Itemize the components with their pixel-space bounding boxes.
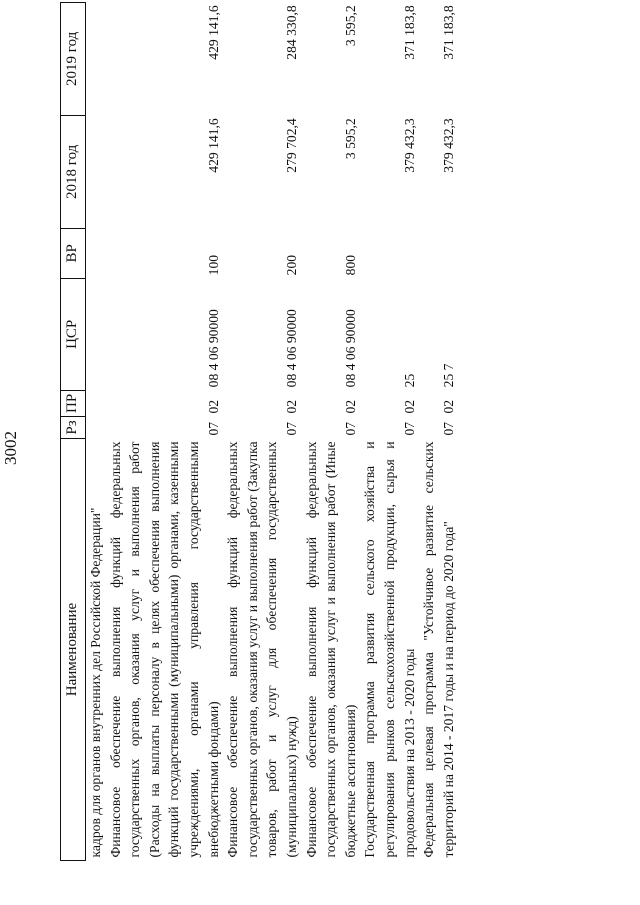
table-row	[106, 2, 224, 860]
header-name: Наименование	[61, 439, 86, 861]
row-2018: 429 141,6	[205, 118, 221, 173]
row-2019: 3 595,2	[342, 5, 358, 47]
row-name: Финансовое обеспечение выполнения функций федеральных государственных органов, оказания услуг и выполнения работ (Закупка товаров, работ и услуг для обеспечения государственных (муниципальных) нужд)	[225, 441, 299, 858]
row-pr: 02	[342, 399, 358, 414]
row-csr: 25 7	[440, 363, 456, 388]
row-vr	[86, 228, 106, 278]
row-2018	[86, 115, 106, 228]
row-2019: 429 141,6	[205, 5, 221, 60]
header-csr: ЦСР	[61, 278, 86, 390]
header-2018: 2018 год	[61, 115, 86, 228]
table-row	[360, 2, 419, 860]
row-2019: 371 183,8	[440, 5, 456, 60]
row-2019	[86, 2, 106, 115]
table-row	[302, 2, 361, 860]
row-vr: 200	[283, 254, 299, 276]
row-2019: 284 330,8	[283, 5, 299, 60]
row-2018: 379 432,3	[401, 118, 417, 173]
row-name: кадров для органов внутренних дел Российской Федерации"	[88, 507, 103, 858]
page-number: 3002	[1, 431, 20, 465]
budget-table	[60, 2, 458, 861]
row-pr: 02	[283, 399, 299, 414]
header-pr: ПР	[61, 390, 86, 416]
header-rz: Рз	[61, 417, 86, 439]
row-name: Финансовое обеспечение выполнения функций федеральных государственных органов, оказания услуг и выполнения работ (Иные бюджетные ассигнования)	[303, 441, 358, 858]
row-2018: 3 595,2	[342, 118, 358, 160]
row-rz: 07	[283, 421, 299, 436]
table-row	[86, 2, 106, 860]
row-name: Финансовое обеспечение выполнения функций федеральных государственных органов, оказания услуг и выполнения работ (Расходы на выплаты персоналу в целях обеспечения выполнения функций государственными (муниципальными) органами, казенными учреждениями, органами управления государственными внебюджетными фондами)	[107, 441, 221, 858]
row-pr: 02	[205, 399, 221, 414]
row-rz: 07	[440, 421, 456, 436]
row-csr	[86, 278, 106, 390]
row-csr: 08 4 06 90000	[342, 309, 358, 388]
row-rz: 07	[205, 421, 221, 436]
table-row	[419, 2, 458, 860]
row-name: Государственная программа развития сельского хозяйства и регулирования рынков сельскохозяйственной продукции, сырья и продовольствия на 2013 - 2020 годы	[362, 441, 417, 858]
row-csr: 08 4 06 90000	[205, 309, 221, 388]
row-rz: 07	[401, 421, 417, 436]
row-2018: 379 432,3	[440, 118, 456, 173]
header-vr: ВР	[61, 228, 86, 278]
row-vr	[360, 228, 419, 278]
row-vr: 100	[205, 254, 221, 276]
row-csr: 08 4 06 90000	[283, 309, 299, 388]
row-csr: 25	[401, 373, 417, 388]
row-rz: 07	[342, 421, 358, 436]
row-2018: 279 702,4	[283, 118, 299, 173]
row-name: Федеральная целевая программа "Устойчивое развитие сельских территорий на 2014 - 2017 годы и на период до 2020 года"	[421, 441, 456, 858]
row-vr: 800	[342, 254, 358, 276]
table-header-row	[61, 2, 86, 860]
row-pr: 02	[401, 399, 417, 414]
table-row	[223, 2, 301, 860]
row-pr	[86, 390, 106, 416]
header-2019: 2019 год	[61, 2, 86, 115]
row-vr	[419, 228, 458, 278]
row-2019: 371 183,8	[401, 5, 417, 60]
row-rz	[86, 417, 106, 439]
row-pr: 02	[440, 399, 456, 414]
